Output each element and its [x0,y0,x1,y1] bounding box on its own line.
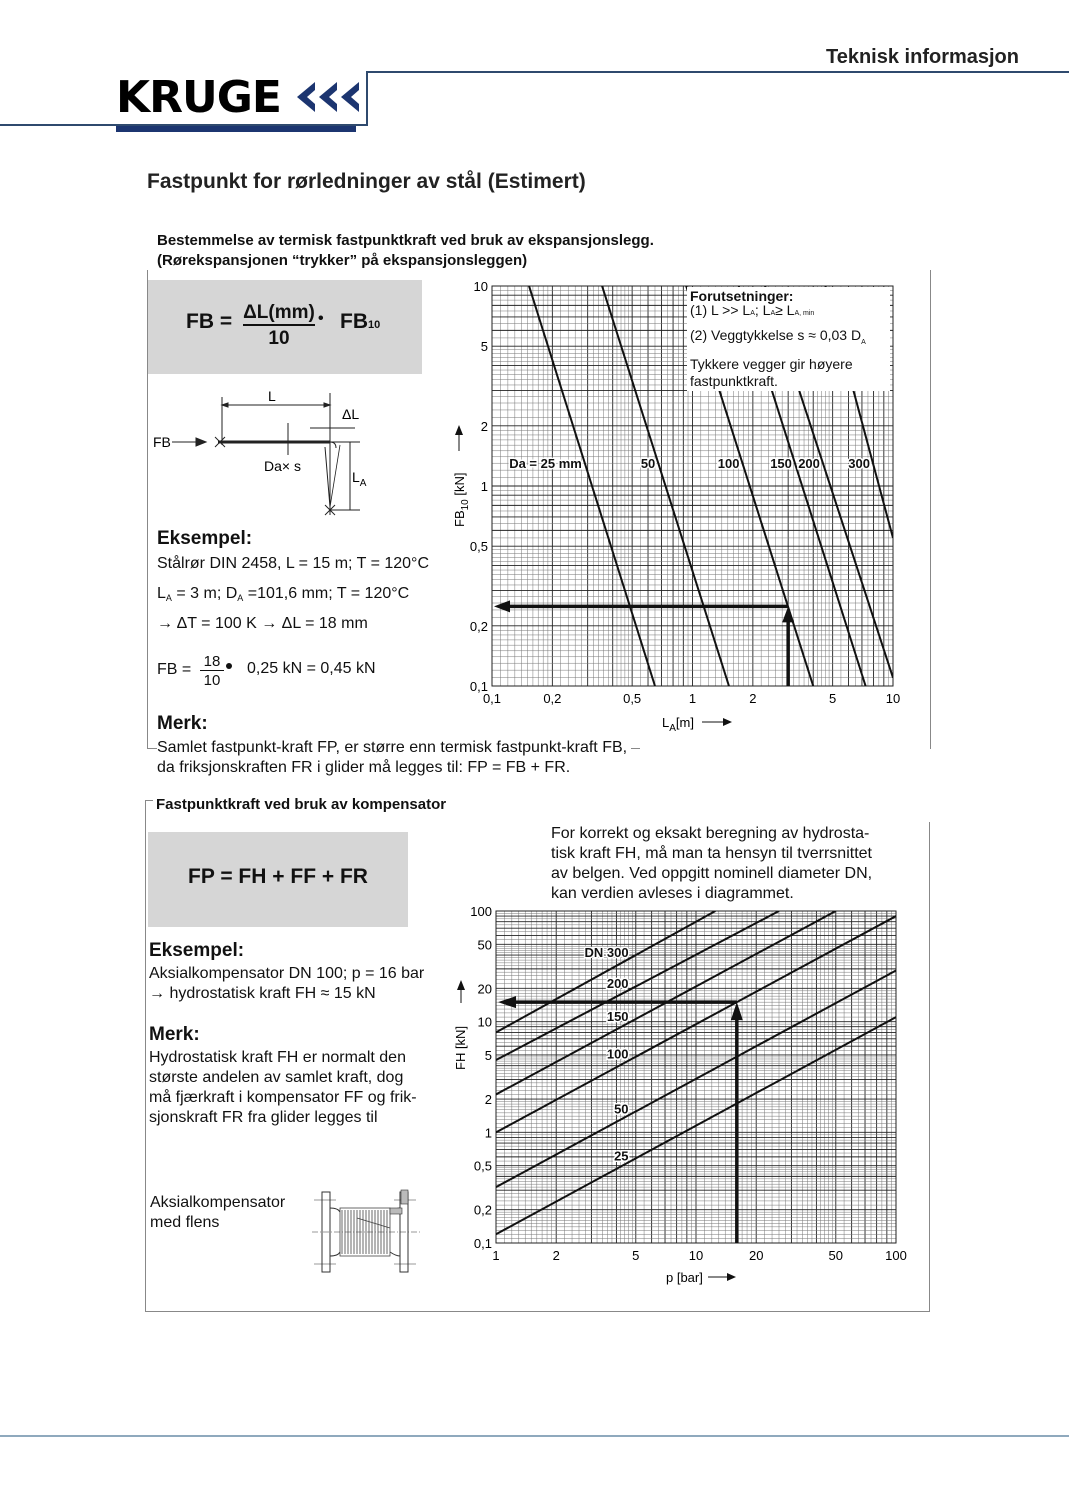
caption-line2: med flens [150,1214,220,1231]
section2-intro [551,824,872,904]
arrow-up-icon [782,606,794,622]
y-tick-label: 1 [480,479,488,494]
frame-gap [640,746,930,749]
y-tick-label: 20 [477,981,492,997]
label-FB: FB [153,434,171,450]
x-tick-label: 1 [688,691,697,706]
y-tick-label: 0,2 [469,618,488,634]
y-tick-label: 0,1 [473,1236,492,1251]
formula-denominator: 10 [268,328,290,349]
example2-line2: → hydrostatisk kraft FH ≈ 15 kN [149,985,376,1002]
note2-line: Hydrostatisk kraft FH er normalt den [149,1049,406,1066]
series-label: Da = 25 mm [509,456,582,472]
assumption-1: (1) L >> LA; LA≥ LA, min [690,302,815,318]
y-tick-label: 2 [484,1092,492,1108]
triple-chevron-left-icon [297,80,363,114]
header-rule-vertical [366,71,368,126]
section2-frame-top [145,800,153,801]
x-tick-label: 0,2 [543,691,562,706]
x-tick-label: 2 [749,691,757,706]
logo-text: KRUGE [116,72,281,123]
intro-line: tisk kraft FH, må man ta hensyn til tverrsnittet [551,845,872,862]
y-tick-label: 5 [484,1047,492,1063]
formula-fp: FP = FH + FF + FR [188,865,368,888]
footer-rule [0,1435,1069,1437]
y-tick-label: 2 [480,418,488,434]
formula-rhs [340,310,380,334]
y-tick-label: 50 [477,937,492,953]
intro-line: For korrekt og eksakt beregning av hydrosta- [551,825,870,842]
assumption-2: (2) Veggtykkelse s ≈ 0,03 $D_A$ [690,327,866,346]
section2-heading: Fastpunktkraft ved bruk av kompensator [156,796,447,813]
caption-line1: Aksialkompensator [150,1194,286,1211]
arrow-right-icon [723,718,732,726]
formula-lhs: FB = [186,310,233,333]
note1-line2: da friksjonskraften FR i glider må legges til: FP = FB + FR. [157,759,571,776]
y-tick-label: 10 [473,279,488,294]
assumptions-title: Forutsetninger: [690,288,794,304]
header-rule [368,71,1069,73]
note2-line: sjonskraft FR fra glider legges til [149,1109,378,1126]
y-tick-label: 0,2 [473,1202,492,1218]
x-axis-label: $L_A[m]$ [662,715,694,734]
multiply-dot [226,663,232,669]
x-tick-label: 10 [688,1248,704,1263]
x-tick-label: 0,5 [623,691,642,706]
formula-rhs-sub: 10 [368,319,381,331]
formula-numerator: ΔL(mm) [243,302,315,326]
intro-line: kan verdien avleses i diagrammet. [551,885,794,902]
example1-line3: → ΔT = 100 K → ΔL = 18 mm [157,615,368,632]
example1-calc-rhs: 0,25 kN = 0,45 kN [247,660,376,677]
assumption-3: Tykkere vegger gir høyere [690,356,853,372]
series-label: 150 [770,456,792,472]
x-tick-label: 5 [632,1248,640,1263]
section1-heading-line2: (Rørekspansjonen “trykker” på ekspansjonsleggen) [157,252,528,269]
label-Da-s: Da× s [264,458,301,474]
series-line-dn-300 [496,911,715,1032]
y-tick-label: 1 [484,1125,492,1141]
example1-calc-num: 18 [200,653,224,671]
series-label: 150 [606,1008,629,1024]
formula-rhs-text: FB [340,310,368,333]
example2-line1: Aksialkompensator DN 100; p = 16 bar [149,965,425,982]
formula-dot: • [318,310,324,327]
section1-heading [157,231,654,271]
y-tick-label: 5 [480,339,488,355]
formula-box-fb [148,280,422,374]
x-tick-label: 20 [748,1248,764,1263]
series-label: 50 [614,1101,629,1117]
arrow-right-icon [727,1273,736,1281]
note2-line: må fjærkraft i kompensator FF og frik- [149,1089,417,1106]
label-delta-L: ΔL [342,406,360,422]
series-label: 25 [614,1148,629,1164]
y-tick-label: 0,1 [469,679,488,694]
y-tick-label: 10 [477,1014,492,1030]
assumptions-box [687,287,890,391]
example2-title: Eksempel: [149,940,245,961]
y-axis-label: FH [kN] [453,1025,468,1070]
note1-line1: Samlet fastpunkt-kraft FP, er større enn termisk fastpunkt-kraft FB, [157,738,631,758]
arrow-left-icon [494,600,510,612]
series-label: 100 [717,456,740,472]
pipe-leg-diagram [150,385,370,520]
label-L: L [268,388,276,404]
example1-line2: $L_A = 3$ m; $D_A =101,6$ mm; T = 120°C [157,585,410,603]
y-tick-label: 100 [470,904,492,919]
series-label: DN 300 [584,945,629,961]
example1-calc-lhs: FB = [157,661,192,678]
note2-line: største andelen av samlet kraft, dog [149,1069,404,1086]
x-tick-label: 2 [552,1248,560,1263]
x-tick-label: 5 [829,691,837,706]
intro-line: av belgen. Ved oppgitt nominell diameter DN, [551,865,873,882]
x-tick-label: 0,1 [482,691,502,706]
example1-title: Eksempel: [157,528,253,549]
label-LA: $L_A$ [352,469,367,489]
note2-body [149,1048,417,1128]
page-title: Fastpunkt for rørledninger av stål (Estimert) [147,170,586,193]
note1-title: Merk: [157,713,208,734]
grid [496,911,896,1243]
formula-box-fp [148,832,408,927]
x-tick-label: 10 [885,691,901,706]
series-label: 300 [848,456,870,472]
arrow-up-icon [455,425,463,435]
note2-title: Merk: [149,1024,200,1045]
section1-heading-line1: Bestemmelse av termisk fastpunktkraft ved bruk av ekspansjonslegg. [157,232,654,249]
chart-fh-vs-p [440,900,920,1295]
x-axis-label: p [bar] [666,1270,703,1285]
logo-underline [116,126,356,132]
logo [116,72,363,123]
series-label: 200 [798,456,820,472]
y-tick-label: 0,5 [473,1158,492,1174]
series-label: 200 [606,976,629,992]
x-tick-label: 50 [828,1248,844,1263]
x-tick-label: 100 [885,1248,907,1263]
example1-line1: Stålrør DIN 2458, L = 15 m; T = 120°C [157,555,430,572]
assumption-4: fastpunktkraft. [690,373,778,389]
example1-calc-den: 10 [203,672,221,689]
bellows-expansion-joint-icon [312,1188,422,1276]
y-axis-label: $FB_{10}$ [kN] [452,472,471,527]
section-title: Teknisk informasjon [825,46,1019,68]
series-label: 100 [606,1046,629,1062]
arrow-left-icon [498,996,516,1008]
x-tick-label: 1 [492,1248,500,1263]
series-label: 50 [640,456,656,472]
section2-frame-right [929,822,930,1312]
y-tick-label: 0,5 [469,539,488,555]
illustration-caption [150,1193,285,1233]
arrow-up-icon [457,980,465,990]
